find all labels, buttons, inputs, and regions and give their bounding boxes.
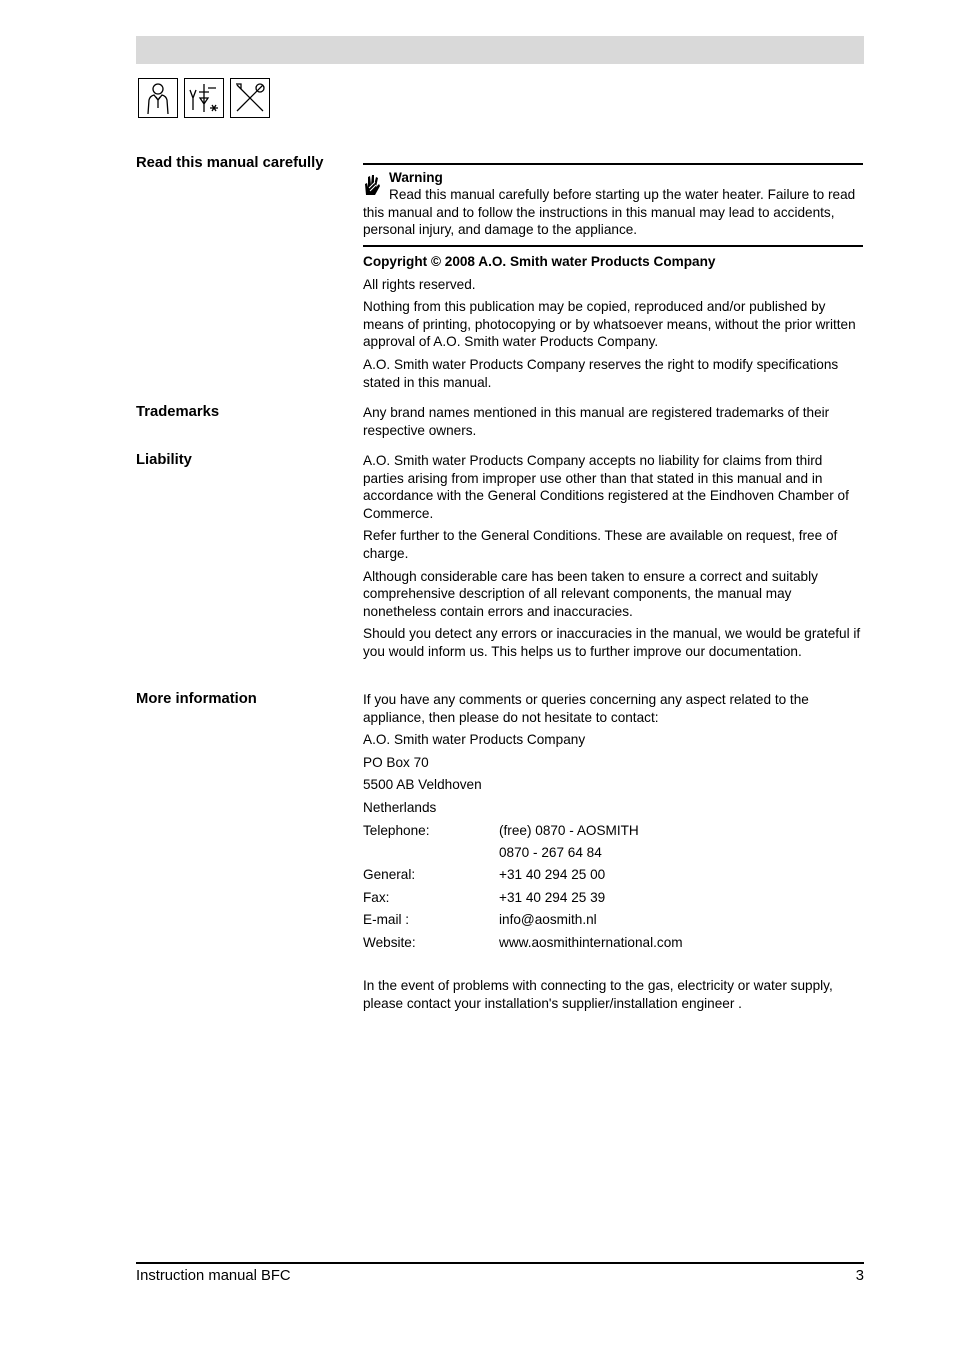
- paragraph: A.O. Smith water Products Company accepts no liability for claims from third parties arising from improper use other than that stated in this manual and in accordance with the General Conditions registered at the Eindhoven Chamber of Commerce.: [363, 453, 849, 521]
- footer-divider: [136, 1262, 864, 1264]
- contact-value: 0870 - 267 64 84: [499, 844, 602, 860]
- paragraph: All rights reserved.: [363, 276, 476, 292]
- heading-read-manual: Read this manual carefully: [136, 155, 324, 171]
- contact-row: [363, 911, 863, 933]
- header-bar: [136, 36, 864, 64]
- paragraph: A.O. Smith water Products Company reserves the right to modify specifications stated in this manual.: [363, 356, 839, 390]
- liability-block: [363, 452, 863, 666]
- address-line: PO Box 70: [363, 754, 429, 770]
- tools-icon: [230, 78, 270, 118]
- heading-more-information: More information: [136, 691, 257, 707]
- email-link[interactable]: info@aosmith.nl: [499, 912, 597, 928]
- user-icon: [138, 78, 178, 118]
- contact-value: +31 40 294 25 00: [499, 867, 606, 883]
- contact-row: [363, 866, 863, 888]
- paragraph: Nothing from this publication may be copied, reproduced and/or published by means of printing, photocopying or by whatsoever means, without the prior written approval of A.O. Smith water Products Company.: [363, 299, 856, 350]
- warning-text: Read this manual carefully before starting up the water heater. Failure to read this manual and to follow the instructions in this manual may lead to accidents, personal injury, and damage to the appliance.: [363, 187, 856, 238]
- address-line: A.O. Smith water Products Company: [363, 732, 586, 748]
- contact-label: General:: [363, 867, 416, 883]
- contact-value: +31 40 294 25 39: [499, 889, 606, 905]
- heading-liability: Liability: [136, 452, 192, 468]
- paragraph: Refer further to the General Conditions. These are available on request, free of charge.: [363, 528, 838, 561]
- paragraph: In the event of problems with connecting to the gas, electricity or water supply, please contact your installation's supplier/installation engineer .: [363, 977, 833, 1011]
- more-information-block: [363, 691, 863, 1017]
- warning-title: Warning: [389, 170, 443, 185]
- paragraph: Although considerable care has been taken to ensure a correct and suitably comprehensive description of all relevant components, the manual may nonetheless contain errors and inaccuracies.: [363, 568, 818, 619]
- trademarks-block: [363, 404, 863, 444]
- heading-trademarks: Trademarks: [136, 404, 220, 420]
- warning-hand-icon: [363, 174, 381, 196]
- valve-icon: [184, 78, 224, 118]
- page-number: 3: [855, 1268, 864, 1284]
- contact-row: [363, 889, 863, 911]
- contact-row: [363, 934, 863, 956]
- contact-label: Fax:: [363, 889, 390, 905]
- paragraph: Should you detect any errors or inaccuracies in the manual, we would be grateful if you would inform us. This helps us to further improve our documentation.: [363, 626, 861, 659]
- contact-label: [363, 844, 499, 866]
- address-line: 5500 AB Veldhoven: [363, 777, 482, 793]
- contact-label: Website:: [363, 934, 416, 950]
- copyright-block: [363, 253, 863, 396]
- website-link[interactable]: www.aosmithinternational.com: [499, 934, 683, 950]
- footer-title: Instruction manual BFC: [136, 1268, 291, 1284]
- contact-row: [363, 822, 863, 844]
- paragraph: Any brand names mentioned in this manual are registered trademarks of their respective owners.: [363, 405, 830, 438]
- paragraph: If you have any comments or queries concerning any aspect related to the appliance, then please do not hesitate to contact:: [363, 692, 809, 725]
- address-line: Netherlands: [363, 799, 437, 815]
- contact-table: [363, 822, 863, 956]
- contact-value: (free) 0870 - AOSMITH: [499, 822, 639, 838]
- contact-label: Telephone:: [363, 822, 430, 838]
- contact-label: E-mail :: [363, 912, 410, 928]
- warning-box: [363, 163, 863, 247]
- contact-row: [363, 844, 863, 866]
- audience-icons: [138, 78, 270, 118]
- copyright-title: Copyright © 2008 A.O. Smith water Products Company: [363, 254, 716, 269]
